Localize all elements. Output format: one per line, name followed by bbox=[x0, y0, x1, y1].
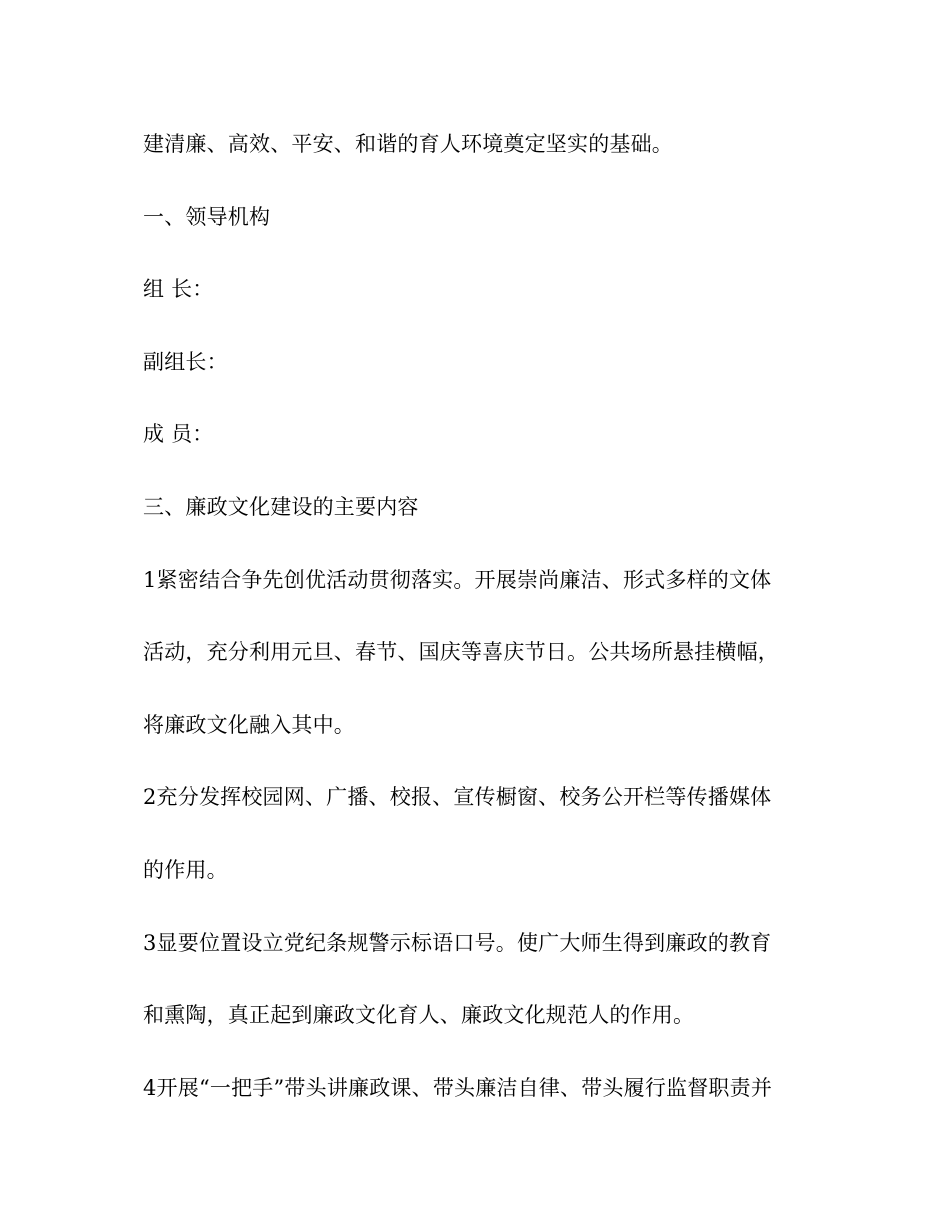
section-heading-main-content: 三、廉政文化建设的主要内容 bbox=[143, 494, 419, 519]
item-1-line-2: 活动，充分利用元旦、春节、国庆等喜庆节日。公共场所悬挂横幅， bbox=[143, 640, 779, 665]
item-1-line-3: 将廉政文化融入其中。 bbox=[143, 712, 355, 737]
role-deputy-leader-label: 副组长： bbox=[143, 349, 228, 374]
item-2-line-2: 的作用。 bbox=[143, 857, 228, 882]
text-line-intro-continuation: 建清廉、高效、平安、和谐的育人环境奠定坚实的基础。 bbox=[143, 132, 673, 156]
item-2-line-1: 2充分发挥校园网、广播、校报、宣传橱窗、校务公开栏等传播媒体 bbox=[143, 785, 772, 810]
item-1-line-1: 1紧密结合争先创优活动贯彻落实。开展崇尚廉洁、形式多样的文体 bbox=[143, 567, 772, 592]
item-3-line-2: 和熏陶，真正起到廉政文化育人、廉政文化规范人的作用。 bbox=[143, 1003, 695, 1028]
item-3-line-1: 3显要位置设立党纪条规警示标语口号。使广大师生得到廉政的教育 bbox=[143, 930, 772, 955]
item-4-line-1: 4开展“一把手”带头讲廉政课、带头廉洁自律、带头履行监督职责并 bbox=[143, 1075, 773, 1100]
role-leader-label: 组 长： bbox=[143, 277, 214, 302]
document-body bbox=[143, 126, 803, 1142]
role-members-label: 成 员： bbox=[143, 422, 214, 447]
section-heading-leadership: 一、领导机构 bbox=[143, 204, 271, 229]
